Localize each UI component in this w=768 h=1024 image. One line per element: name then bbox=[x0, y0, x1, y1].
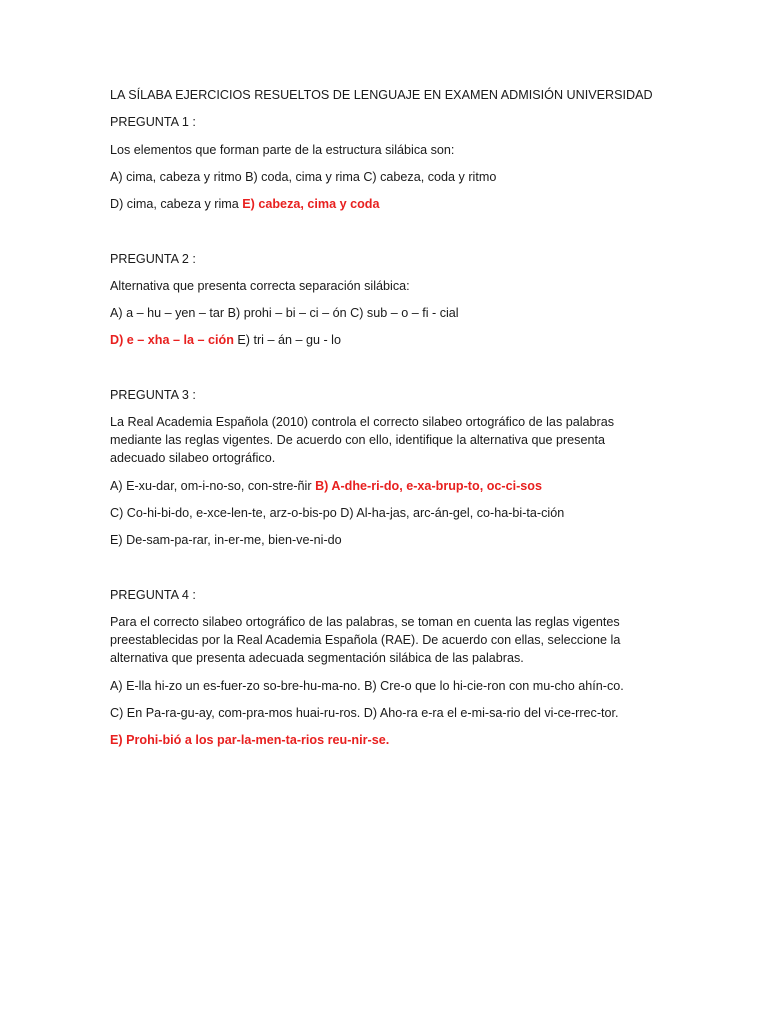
question-4-stem-line: alternativa que presenta adecuada segmentación silábica de las palabras. bbox=[110, 651, 524, 665]
question-3-correct-answer: B) A-dhe-ri-do, e-xa-brup-to, oc-ci-sos bbox=[315, 479, 542, 493]
question-3-stem-line: mediante las reglas vigentes. De acuerdo con ello, identifique la alternativa que presenta bbox=[110, 433, 605, 447]
question-1-correct-answer: E) cabeza, cima y coda bbox=[242, 197, 380, 211]
question-1-options-row-2 bbox=[110, 195, 379, 213]
question-4-options-row-2: C) En Pa-ra-gu-ay, com-pra-mos huai-ru-ros. D) Aho-ra e-ra el e-mi-sa-rio del vi-ce-rrec-tor. bbox=[110, 706, 619, 720]
question-4-correct-answer: E) Prohi-bió a los par-la-men-ta-rios reu-nir-se. bbox=[110, 733, 390, 747]
question-3-label: PREGUNTA 3 : bbox=[110, 388, 196, 402]
question-2-options-row-1: A) a – hu – yen – tar B) prohi – bi – ci – ón C) sub – o – fi - cial bbox=[110, 306, 459, 320]
question-3-options-row-2: C) Co-hi-bi-do, e-xce-len-te, arz-o-bis-po D) Al-ha-jas, arc-án-gel, co-ha-bi-ta-ción bbox=[110, 506, 565, 520]
question-2-stem: Alternativa que presenta correcta separación silábica: bbox=[110, 279, 410, 293]
question-4-options-row-1: A) E-lla hi-zo un es-fuer-zo so-bre-hu-ma-no. B) Cre-o que lo hi-cie-ron con mu-cho ahín-co. bbox=[110, 679, 624, 693]
question-2-correct-answer: D) e – xha – la – ción bbox=[110, 333, 234, 347]
question-1-option-d: D) cima, cabeza y rima bbox=[110, 197, 243, 211]
question-1-options-row-1: A) cima, cabeza y ritmo B) coda, cima y rima C) cabeza, coda y ritmo bbox=[110, 170, 497, 184]
document-title: LA SÍLABA EJERCICIOS RESUELTOS DE LENGUAJE EN EXAMEN ADMISIÓN UNIVERSIDAD bbox=[110, 88, 653, 102]
question-3-stem-line: La Real Academia Española (2010) controla el correcto silabeo ortográfico de las palabras bbox=[110, 415, 615, 429]
question-3-stem bbox=[110, 413, 650, 467]
question-4-stem bbox=[110, 613, 650, 667]
question-1-label: PREGUNTA 1 : bbox=[110, 115, 196, 129]
question-3-options-row-3: E) De-sam-pa-rar, in-er-me, bien-ve-ni-do bbox=[110, 533, 342, 547]
question-2-options-row-2 bbox=[110, 331, 341, 349]
question-4-stem-line: Para el correcto silabeo ortográfico de las palabras, se toman en cuenta las reglas vigentes bbox=[110, 615, 620, 629]
question-4-stem-line: preestablecidas por la Real Academia Española (RAE). De acuerdo con ellas, seleccione la bbox=[110, 633, 621, 647]
question-1-stem: Los elementos que forman parte de la estructura silábica son: bbox=[110, 143, 455, 157]
question-2-option-e: E) tri – án – gu - lo bbox=[233, 333, 341, 347]
question-3-options-row-1 bbox=[110, 477, 542, 495]
question-2-label: PREGUNTA 2 : bbox=[110, 252, 196, 266]
question-3-option-a: A) E-xu-dar, om-i-no-so, con-stre-ñir bbox=[110, 479, 316, 493]
question-4-label: PREGUNTA 4 : bbox=[110, 588, 196, 602]
question-3-stem-line: adecuado silabeo ortográfico. bbox=[110, 451, 276, 465]
